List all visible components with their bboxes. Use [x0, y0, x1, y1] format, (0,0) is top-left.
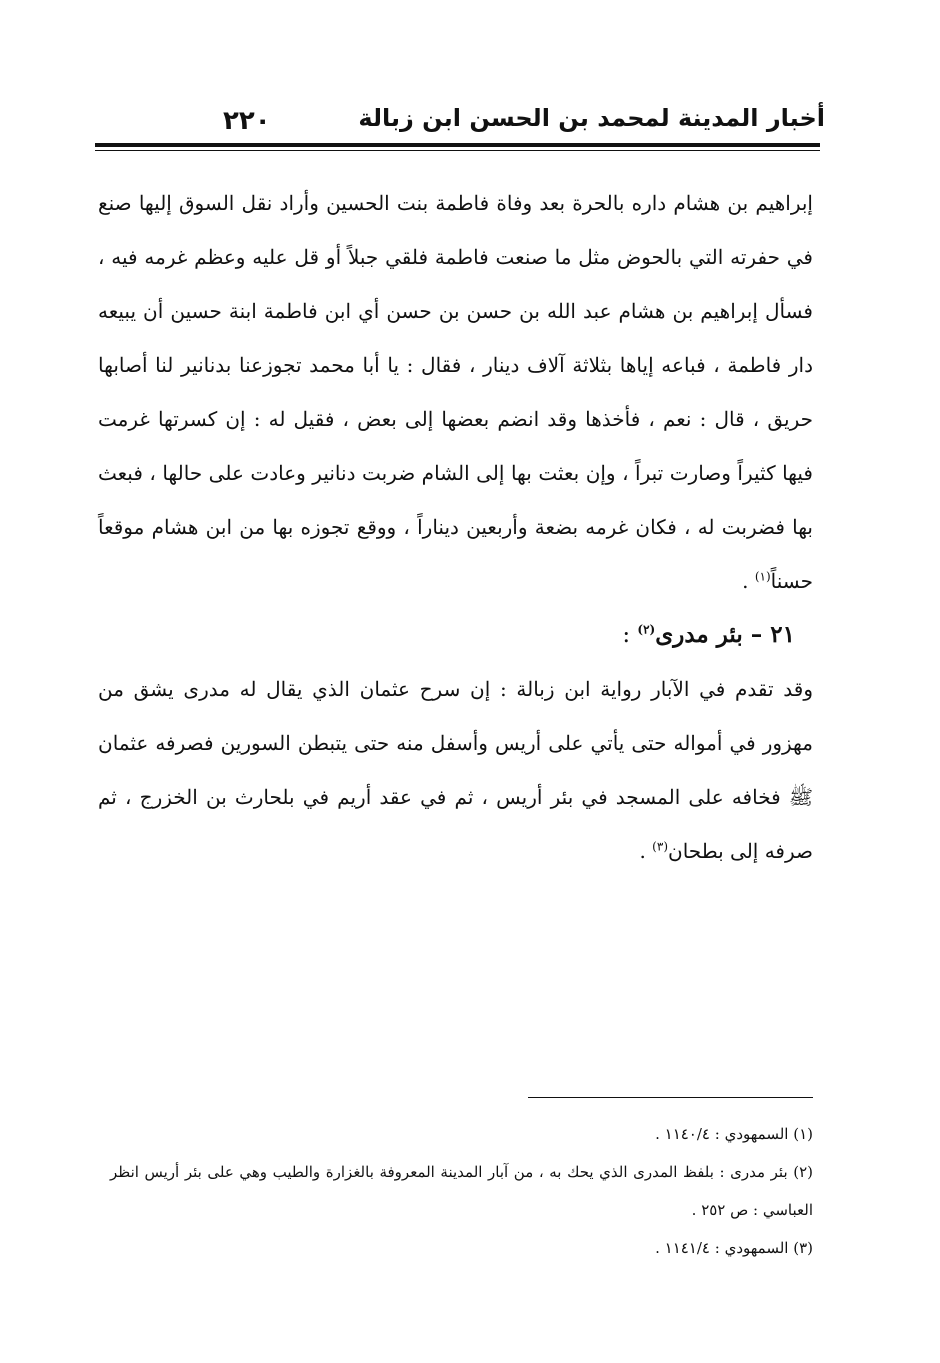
heading-colon: :: [622, 622, 638, 648]
book-title: أخبار المدينة لمحمد بن الحسن ابن زبالة: [358, 104, 825, 132]
footnote: (٢) بئر مدرى : بلفظ المدرى الذي يحك به ، من آبار المدينة المعروفة بالغزارة والطيب وهي على بئر أريس انظر العباسي : ص ٢٥٢ .: [110, 1163, 813, 1219]
paragraph: [98, 662, 813, 878]
footnote-marker: (١): [754, 569, 771, 584]
footnote-marker: (٢): [637, 622, 656, 637]
page-number: ٢٢٠: [223, 106, 271, 136]
footnote: (١) السمهودي : ١١٤٠/٤ .: [655, 1125, 813, 1143]
heading-text: ٢١ – بئر مدرى: [655, 621, 795, 648]
sentence-end: .: [639, 839, 653, 863]
paragraph-text: فخافه على المسجد في بئر أريس ، ثم في عقد أريم في بلحارث بن الخزرج ، ثم صرفه إلى بطحان: [98, 785, 813, 863]
footnote-separator: [528, 1097, 813, 1098]
paragraph-text: وقد تقدم في الآبار رواية ابن زبالة : إن سرح عثمان الذي يقال له مدرى يشق من مهزور في أمواله حتى يأتي على أريس وأسفل منه حتى يتبطن السورين فصرفه عثمان: [98, 677, 813, 755]
footnotes: [110, 1115, 813, 1267]
paragraph: [98, 176, 813, 608]
footnote-marker: (٣): [652, 839, 668, 854]
header-rule-thick: [95, 143, 820, 147]
section-heading: [98, 608, 813, 662]
honorific-glyph: ﷺ: [788, 785, 813, 809]
sentence-end: .: [742, 569, 755, 593]
running-header: [95, 98, 825, 144]
paragraph-text: إبراهيم بن هشام داره بالحرة بعد وفاة فاطمة بنت الحسين وأراد نقل السوق إليها صنع في حفرته التي بالحوض مثل ما صنعت فاطمة فلقي جبلاً أو قل عليه وعظم غرمه فيه ، فسأل إبراهيم بن هشام عبد الله بن حسن بن حسن أي ابن فاطمة ابنة حسين أن يبيعه دار فاطمة ، فباعه إياها بثلاثة آلاف دينار ، فقال : يا أبا محمد تجوزعنا بدنانير لنا أصابها حريق ، قال : نعم ، فأخذها وقد انضم بعضها إلى بعض ، فقيل له : إن كسرتها غرمت فيها كثيراً وصارت تبراً ، وإن بعثت بها إلى الشام ضربت دنانير وعادت على حالها ، فبعث بها فضربت له ، فكان غرمه بضعة وأربعين ديناراً ، ووقع تجوزه بها من ابن هشام موقعاً حسناً: [98, 191, 813, 593]
footnote: (٣) السمهودي : ١١٤١/٤ .: [655, 1239, 813, 1257]
header-rule-thin: [95, 150, 820, 151]
main-text: [98, 176, 813, 878]
